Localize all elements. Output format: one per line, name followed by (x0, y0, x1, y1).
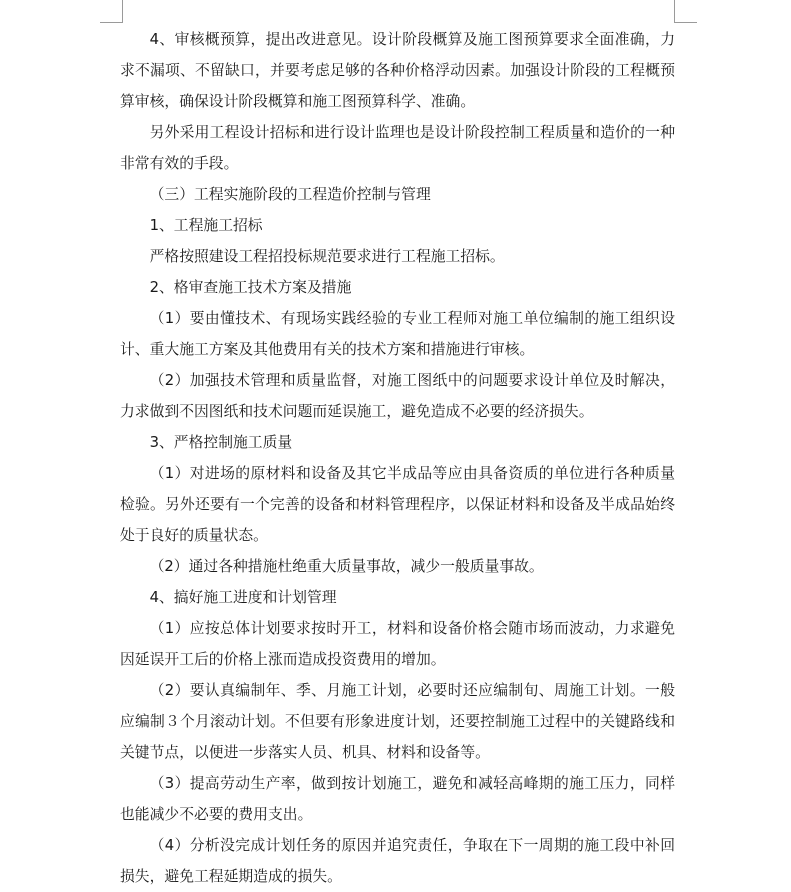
subheading-review-technical-plan: 2、格审查施工技术方案及措施 (149, 279, 352, 296)
paragraph-review-item-2: （2）加强技术管理和质量监督，对施工图纸中的问题要求设计单位及时解决，力求做到不因图纸和技术问题而延误施工，避免造成不必要的经济损失。 (120, 372, 675, 420)
subheading-construction-bidding: 1、工程施工招标 (149, 217, 263, 234)
paragraph-design-bidding: 另外采用工程设计招标和进行设计监理也是设计阶段控制工程质量和造价的一种非常有效的手段。 (120, 124, 675, 172)
document-body (120, 24, 675, 892)
paragraph-schedule-item-2: （2）要认真编制年、季、月施工计划，必要时还应编制旬、周施工计划。一般应编制３个月滚动计划。不但要有形象进度计划，还要控制施工过程中的关键路线和关键节点，以便进一步落实人员、机具、材料和设备等。 (120, 682, 675, 761)
paragraph-quality-item-2: （2）通过各种措施杜绝重大质量事故，减少一般质量事故。 (149, 558, 544, 575)
paragraph-audit-budget: 4、审核概预算，提出改进意见。设计阶段概算及施工图预算要求全面准确，力求不漏项、不留缺口，并要考虑足够的各种价格浮动因素。加强设计阶段的工程概预算审核，确保设计阶段概算和施工图预算科学、准确。 (120, 31, 675, 110)
paragraph-schedule-item-1: （1）应按总体计划要求按时开工，材料和设备价格会随市场而波动，力求避免因延误开工后的价格上涨而造成投资费用的增加。 (120, 620, 675, 668)
section-heading-implementation: （三）工程实施阶段的工程造价控制与管理 (149, 186, 431, 203)
page-corner-mark-left (100, 0, 123, 23)
page-corner-mark-right (674, 0, 697, 23)
paragraph-bidding-standard: 严格按照建设工程招投标规范要求进行工程施工招标。 (149, 248, 505, 265)
paragraph-review-item-1: （1）要由懂技术、有现场实践经验的专业工程师对施工单位编制的施工组织设计、重大施工方案及其他费用有关的技术方案和措施进行审核。 (120, 310, 675, 358)
subheading-quality-control: 3、严格控制施工质量 (149, 434, 293, 451)
paragraph-schedule-item-4: （4）分析没完成计划任务的原因并追究责任，争取在下一周期的施工段中补回损失，避免工程延期造成的损失。 (120, 837, 675, 885)
paragraph-schedule-item-3: （3）提高劳动生产率，做到按计划施工，避免和减轻高峰期的施工压力，同样也能减少不必要的费用支出。 (120, 775, 675, 823)
subheading-schedule-management: 4、搞好施工进度和计划管理 (149, 589, 337, 606)
paragraph-quality-item-1: （1）对进场的原材料和设备及其它半成品等应由具备资质的单位进行各种质量检验。另外还要有一个完善的设备和材料管理程序，以保证材料和设备及半成品始终处于良好的质量状态。 (120, 465, 675, 544)
